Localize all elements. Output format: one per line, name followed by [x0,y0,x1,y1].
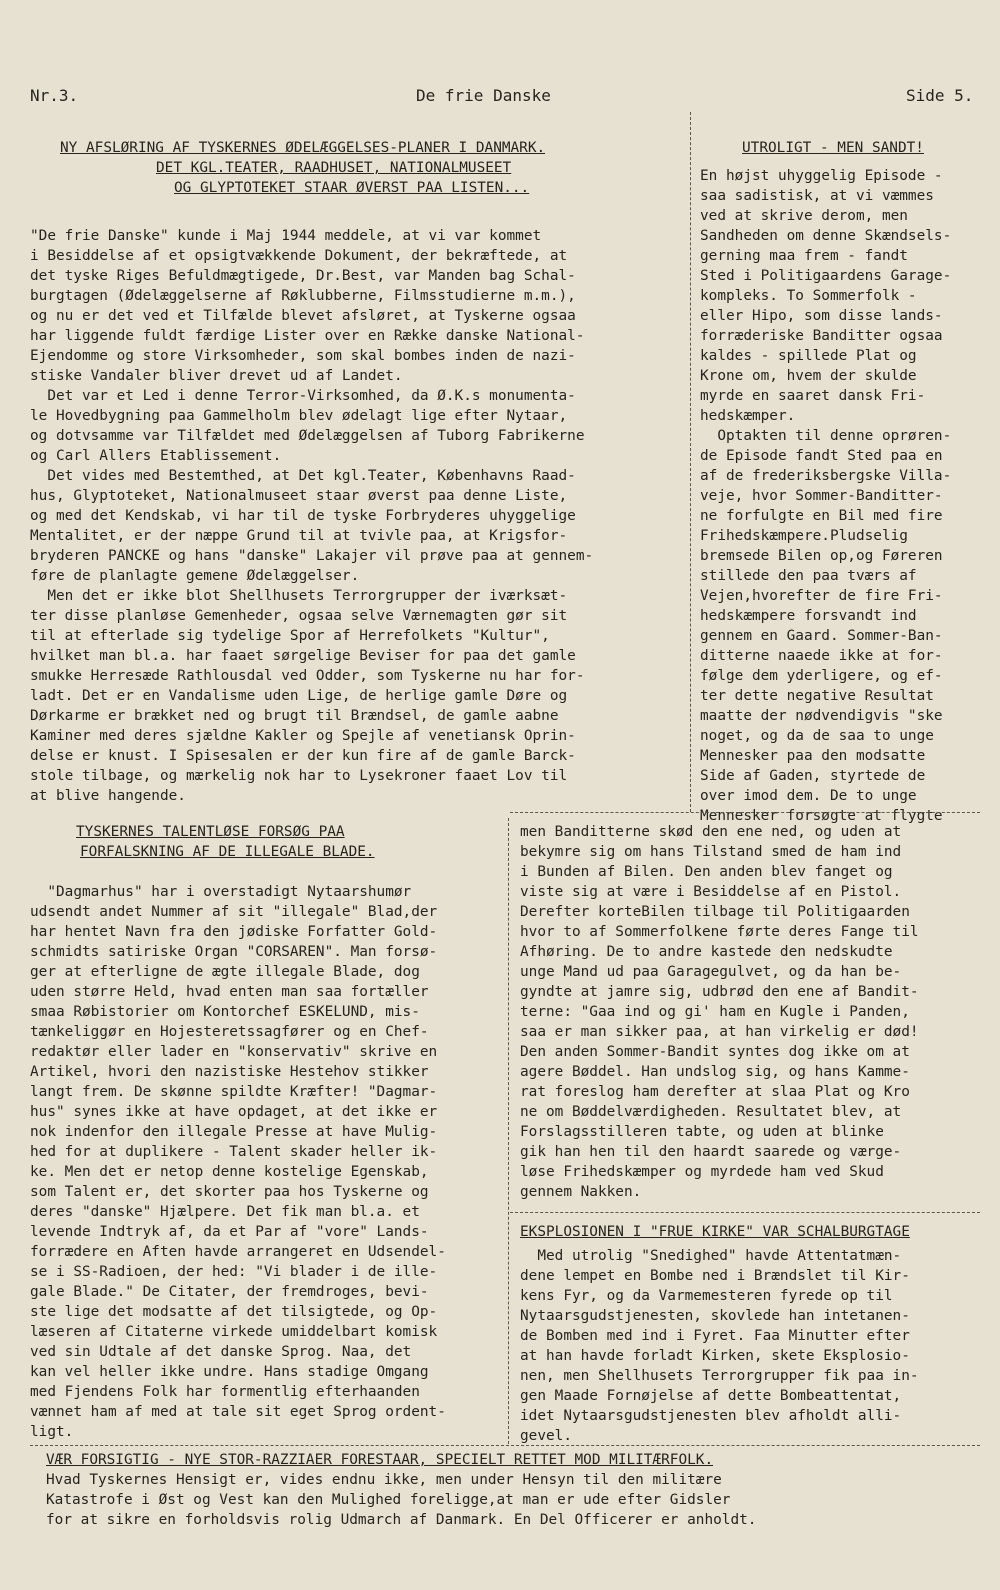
text-line: En højst uhyggelig Episode - [700,168,943,184]
text-line: til at efterlade sig tydelige Spor af Herrefolkets "Kultur", [30,628,550,644]
text-line: kens Fyr, og da Varmemesteren fyrede op til [520,1288,893,1304]
column-divider [508,818,509,1444]
text-line: og nu er det ved et Tilfælde blevet afsløret, at Tyskerne ogsaa [30,308,576,324]
text-line: som Talent er, det skorter paa hos Tyskerne og [30,1184,429,1200]
text-line: Sted i Politigaardens Garage- [700,268,952,284]
text-line: gik han hen til den haardt saarede og værge- [520,1144,902,1160]
text-line: og dotvsamme var Tilfældet med Ødelæggelsen af Tuborg Fabrikerne [30,428,585,444]
text-line: ladt. Det er en Vandalisme uden Lige, de herlige gamle Døre og [30,688,568,704]
text-line: stillede den paa tværs af [700,568,917,584]
text-line: Kaminer med deres sjældne Kakler og Spejle af venetiansk Oprin- [30,728,576,744]
utroligt-article-body [700,166,951,826]
headline-line: NY AFSLØRING AF TYSKERNES ØDELÆGGELSES-PLANER I DANMARK. [60,140,546,156]
text-line: stiske Vandaler bliver drevet ud af Landet. [30,368,403,384]
text-line: Den anden Sommer-Bandit syntes dog ikke om at [520,1044,910,1060]
text-line: hus, Glyptoteket, Nationalmuseet staar øverst paa denne Liste, [30,488,568,504]
headline-line: EKSPLOSIONEN I "FRUE KIRKE" VAR SCHALBURGTAGE [520,1224,910,1240]
text-line: smukke Herresæde Rathlousdal ved Odder, som Tyskerne nu har for- [30,668,585,684]
text-line: idet Nytaarsgudstjenesten blev afholdt alli- [520,1408,902,1424]
text-line: gennem Nakken. [520,1184,642,1200]
forgery-article-body [30,882,446,1442]
text-line: redaktør eller lader en "konservativ" skrive en [30,1044,438,1060]
text-line: Med utrolig "Snedighed" havde Attentatmæn- [520,1248,902,1264]
text-line: føre de planlagte gemene Ødelæggelser. [30,568,360,584]
utroligt-headline [742,138,924,158]
text-line: ter dette negative Resultat [700,688,934,704]
text-line: gennem en Gaard. Sommer-Ban- [700,628,943,644]
column-divider [690,112,691,812]
section-divider [30,1445,980,1446]
text-line: schmidts satiriske Organ "CORSAREN". Man forsø- [30,944,438,960]
forgery-article-headline [76,822,375,862]
text-line: delse er knust. I Spisesalen er der kun fire af de gamle Barck- [30,748,576,764]
text-line: ter disse planløse Gemenheder, ogsaa selve Værnemagten gør sit [30,608,568,624]
text-line: nok indenfor den illegale Presse at have Mulig- [30,1124,438,1140]
text-line: Forslagsstilleren tabte, og uden at blinke [520,1124,884,1140]
text-line: agere Bøddel. Han undslog sig, og hans Kamme- [520,1064,910,1080]
text-line: forræderiske Banditter ogsaa [700,328,943,344]
text-line: saa er man sikker paa, at han virkelig er død! [520,1024,919,1040]
text-line: "De frie Danske" kunde i Maj 1944 meddele, at vi var kommet [30,228,542,244]
text-line: Vejen,hvorefter de fire Fri- [700,588,943,604]
text-line: for at sikre en forholdsvis rolig Udmarch af Danmark. En Del Officerer er anholdt. [46,1512,757,1528]
text-line: tænkeliggør en Hojesteretssagfører og en Chef- [30,1024,429,1040]
text-line: maatte der nødvendigvis "ske [700,708,943,724]
text-line: myrde en saaret dansk Fri- [700,388,926,404]
text-line: noget, og da de saa to unge [700,728,934,744]
text-line: hedskæmper. [700,408,796,424]
text-line: levende Indtryk af, da et Par af "vore" Lands- [30,1224,429,1240]
headline-line: FORFALSKNING AF DE ILLEGALE BLADE. [80,844,375,860]
text-line: Artikel, hvori den nazistiske Hestehov stikker [30,1064,429,1080]
text-line: saa sadistisk, at vi væmmes [700,188,934,204]
text-line: at han havde forladt Kirken, skete Eksplosio- [520,1348,910,1364]
text-line: Men det er ikke blot Shellhusets Terrorgrupper der iværksæt- [30,588,568,604]
issue-number: Nr.3. [30,86,79,105]
text-line: rat foreslog ham derefter at slaa Plat og Kro [520,1084,910,1100]
text-line: hedskæmpere forsvandt ind [700,608,917,624]
page-number: Side 5. [906,86,974,105]
text-line: læseren af Citaterne virkede umiddelbart komisk [30,1324,438,1340]
text-line: Nytaarsgudstjenesten, skovlede han intetanen- [520,1308,910,1324]
text-line: hvor to af Sommerfolkene førte deres Fange til [520,924,919,940]
text-line: bryderen PANCKE og hans "danske" Lakajer vil prøve paa at gennem- [30,548,594,564]
text-line: Frihedskæmpere.Pludselig [700,528,908,544]
warning-body [46,1470,756,1530]
text-line: uden større Held, hvad enten man saa fortæller [30,984,429,1000]
main-article-body [30,226,593,806]
newspaper-title: De frie Danske [416,86,551,105]
text-line: Mentalitet, er der næppe Grund til at tvivle paa, at Krigsfor- [30,528,568,544]
text-line: dene lempet en Bombe ned i Brændslet til Kir- [520,1268,910,1284]
text-line: har liggende fuldt færdige Lister over en Række danske National- [30,328,585,344]
text-line: se i SS-Radioen, der hed: "Vi blader i de ille- [30,1264,438,1280]
text-line: burgtagen (Ødelæggelserne af Røklubberne, Filmsstudierne m.m.), [30,288,576,304]
text-line: gen Maade Fornøjelse af dette Bombeattentat, [520,1388,902,1404]
text-line: smaa Røbistorier om Kontorchef ESKELUND, mis- [30,1004,420,1020]
text-line: eller Hipo, som disse lands- [700,308,943,324]
explosion-headline [520,1222,910,1242]
text-line: Optakten til denne oprøren- [700,428,952,444]
text-line: og med det Kendskab, vi har til de tyske Forbryderes uhyggelige [30,508,576,524]
text-line: Hvad Tyskernes Hensigt er, vides endnu ikke, men under Hensyn til den militære [46,1472,722,1488]
text-line: men Banditterne skød den ene ned, og uden at [520,824,902,840]
utroligt-article-continued [520,822,919,1202]
text-line: løse Frihedskæmper og myrdede ham ved Skud [520,1164,884,1180]
warning-headline [46,1450,713,1470]
text-line: "Dagmarhus" har i overstadigt Nytaarshumør [30,884,412,900]
text-line: gale Blade." De Citater, der fremdroges, bevi- [30,1284,429,1300]
text-line: langt frem. De skønne spildte Kræfter! "Dagmar- [30,1084,438,1100]
text-line: hus" synes ikke at have opdaget, at det ikke er [30,1104,438,1120]
text-line: bremsede Bilen op,og Føreren [700,548,943,564]
text-line: og Carl Allers Etablissement. [30,448,282,464]
text-line: terne: "Gaa ind og gi' ham en Kugle i Panden, [520,1004,910,1020]
text-line: ne forfulgte en Bil med fire [700,508,943,524]
section-divider [510,1212,980,1213]
headline-line: VÆR FORSIGTIG - NYE STOR-RAZZIAER FORESTAAR, SPECIELT RETTET MOD MILITÆRFOLK. [46,1452,714,1468]
text-line: unge Mand ud paa Garagegulvet, og da han be- [520,964,902,980]
text-line: ved at skrive derom, men [700,208,908,224]
text-line: kompleks. To Sommerfolk - [700,288,917,304]
text-line: Dørkarme er brækket ned og brugt til Brændsel, de gamle aabne [30,708,559,724]
text-line: ste lige det modsatte af det tilsigtede, og Op- [30,1304,438,1320]
text-line: gerning maa frem - fandt [700,248,908,264]
text-line: hed for at duplikere - Talent skader heller ik- [30,1144,438,1160]
headline-line: DET KGL.TEATER, RAADHUSET, NATIONALMUSEET [156,160,512,176]
text-line: over imod dem. De to unge [700,788,917,804]
text-line: de Episode fandt Sted paa en [700,448,943,464]
text-line: ditterne naaede ikke at for- [700,648,943,664]
text-line: nen, men Shellhusets Terrorgrupper fik paa in- [520,1368,919,1384]
text-line: det tyske Riges Befuldmægtigede, Dr.Best, var Manden bag Schal- [30,268,576,284]
text-line: Det vides med Bestemthed, at Det kgl.Teater, Københavns Raad- [30,468,576,484]
text-line: ke. Men det er netop denne kostelige Egenskab, [30,1164,429,1180]
text-line: af de frederiksbergske Villa- [700,468,952,484]
text-line: Afhøring. De to andre kastede den nedskudte [520,944,893,960]
explosion-article-body [520,1246,919,1446]
text-line: Sandheden om denne Skændsels- [700,228,952,244]
text-line: le Hovedbygning paa Gammelholm blev ødelagt lige efter Nytaar, [30,408,568,424]
text-line: ved sin Udtale af det danske Sprog. Naa, det [30,1344,412,1360]
text-line: i Bunden af Bilen. Den anden blev fanget og [520,864,893,880]
text-line: Mennesker paa den modsatte [700,748,926,764]
text-line: ligt. [30,1424,74,1440]
section-divider [510,812,980,813]
headline-line: TYSKERNES TALENTLØSE FORSØG PAA [76,824,345,840]
text-line: viste sig at være i Besiddelse af en Pistol. [520,884,902,900]
text-line: Det var et Led i denne Terror-Virksomhed, da Ø.K.s monumenta- [30,388,576,404]
text-line: i Besiddelse af et opsigtvækkende Dokument, der bekræftede, at [30,248,568,264]
text-line: at blive hangende. [30,788,186,804]
text-line: ne om Bøddelværdigheden. Resultatet blev, at [520,1104,902,1120]
text-line: veje, hvor Sommer-Banditter- [700,488,943,504]
text-line: med Fjendens Folk har formentlig efterhaanden [30,1384,420,1400]
text-line: Side af Gaden, styrtede de [700,768,926,784]
text-line: vænnet ham af med at tale sit eget Sprog ordent- [30,1404,446,1420]
text-line: stole tilbage, og mærkelig nok har to Lysekroner faaet Lov til [30,768,568,784]
text-line: kan vel heller ikke undre. Hans stadige Omgang [30,1364,429,1380]
text-line: bekymre sig om hans Tilstand smed de ham ind [520,844,902,860]
headline-line: UTROLIGT - MEN SANDT! [742,140,924,156]
headline-line: OG GLYPTOTEKET STAAR ØVERST PAA LISTEN... [174,180,530,196]
text-line: Derefter korteBilen tilbage til Politigaarden [520,904,910,920]
text-line: gevel. [520,1428,572,1444]
text-line: Krone om, hvem der skulde [700,368,917,384]
text-line: ger at efterligne de ægte illegale Blade, dog [30,964,420,980]
text-line: de Bomben med ind i Fyret. Faa Minutter efter [520,1328,910,1344]
text-line: Mennesker forsøgte at flygte [700,808,943,824]
text-line: følge dem yderligere, og ef- [700,668,943,684]
text-line: kaldes - spillede Plat og [700,348,917,364]
text-line: deres "danske" Hjælpere. Det fik man bl.a. et [30,1204,420,1220]
text-line: hvilket man bl.a. har faaet sørgelige Beviser for paa det gamle [30,648,576,664]
text-line: udsendt andet Nummer af sit "illegale" Blad,der [30,904,438,920]
text-line: forrædere en Aften havde arrangeret en Udsendel- [30,1244,446,1260]
text-line: gyndte at jamre sig, udbrød den ene af Bandit- [520,984,919,1000]
text-line: har hentet Navn fra den jødiske Forfatter Gold- [30,924,438,940]
text-line: Ejendomme og store Virksomheder, som skal bombes inden de nazi- [30,348,576,364]
main-article-headline [60,138,545,198]
text-line: Katastrofe i Øst og Vest kan den Mulighed foreligge,at man er ude efter Gidsler [46,1492,731,1508]
